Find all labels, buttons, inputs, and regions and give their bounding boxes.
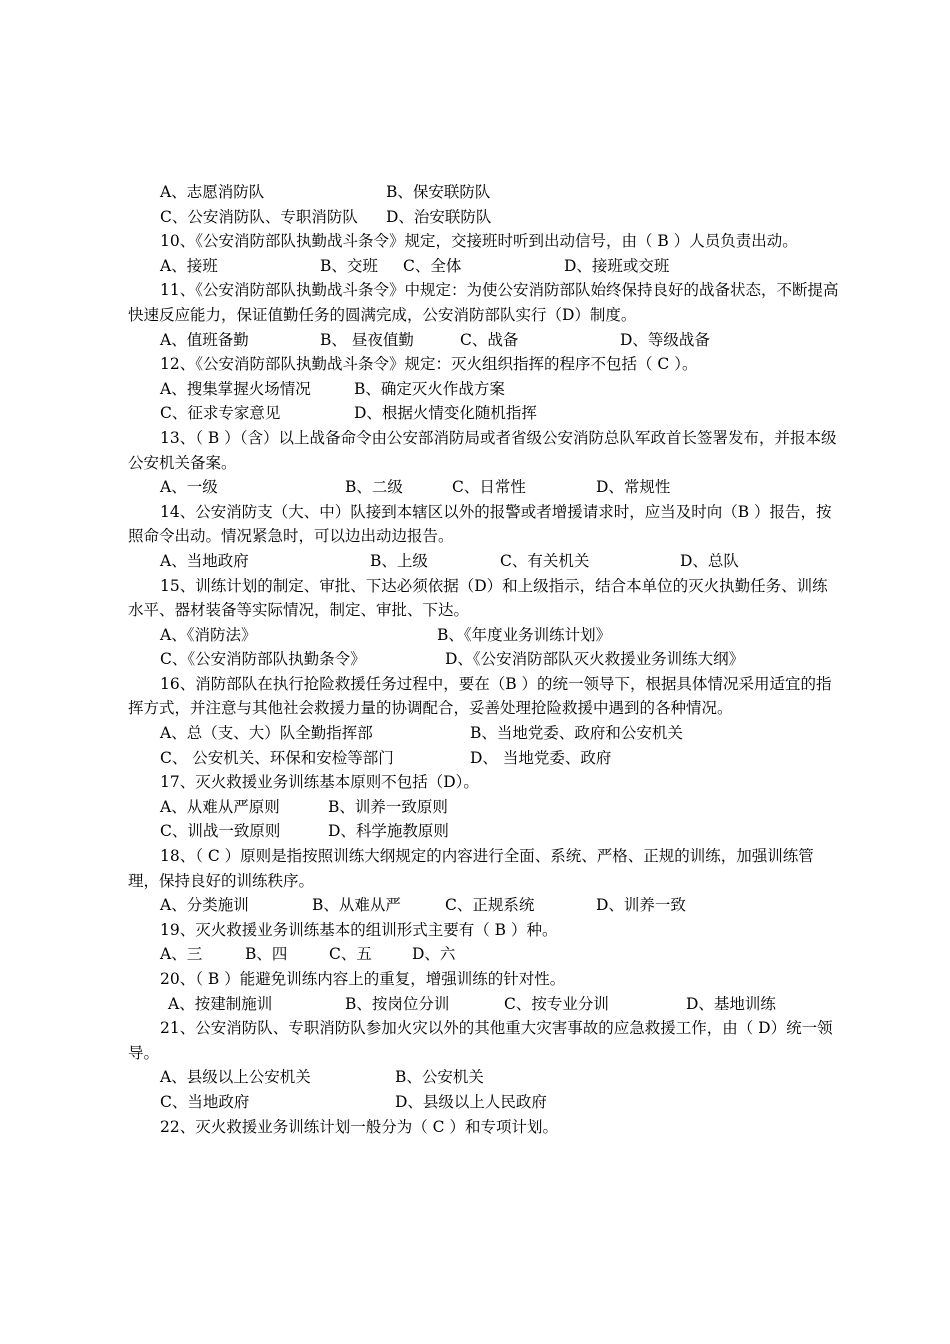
option-text: B、公安机关 [395, 1068, 484, 1087]
question-stem: 20、（ B ）能避免训练内容上的重复，增强训练的针对性。 [160, 970, 566, 988]
option-line [160, 795, 872, 820]
option-text: B、《年度业务训练计划》 [437, 625, 612, 644]
option-text: C、战备 [460, 330, 519, 349]
option-line [160, 746, 872, 771]
option-text: A、接班 [160, 256, 218, 275]
option-line [160, 647, 872, 672]
option-text: A、从难从严原则 [160, 797, 280, 816]
document-body [128, 180, 840, 1139]
option-text: C、训战一致原则 [160, 822, 281, 841]
option-text: B、 昼夜值勤 [320, 330, 414, 349]
question-stem: 21、公安消防队、专职消防队参加火灾以外的其他重大灾害事故的应急救援工作，由（ D）统一领导。 [128, 1019, 833, 1062]
option-line [160, 401, 872, 426]
option-text: D、科学施教原则 [328, 822, 449, 841]
option-text: A、志愿消防队 [160, 183, 265, 201]
question-stem: 11、《公安消防部队执勤战斗条令》中规定：为使公安消防部队始终保持良好的战备状态，不断提高快速反应能力，保证值勤任务的圆满完成，公安消防部队实行（D）制度。 [128, 281, 839, 324]
option-line [160, 893, 872, 918]
question-stem: 13、（ B ）（含）以上战备命令由公安部消防局或者省级公安消防总队军政首长签署发布，并报本级公安机关备案。 [128, 428, 837, 472]
option-text: C、征求专家意见 [160, 404, 281, 423]
option-line [160, 1065, 872, 1090]
option-text: A、三 [160, 945, 203, 964]
question-stem: 16、消防部队在执行抢险救援任务过程中，要在（B ）的统一领导下，根据具体情况采用适宜的指挥方式，并注意与其他社会救援力量的协调配合，妥善处理抢险救援中遇到的各种情况。 [128, 674, 832, 718]
option-text: D、总队 [680, 551, 739, 570]
option-line [160, 377, 872, 402]
option-text: A、总（支、大）队全勤指挥部 [160, 724, 373, 743]
option-text: A、按建制施训 [168, 994, 273, 1013]
option-text: B、上级 [370, 551, 428, 570]
option-text: D、县级以上人民政府 [395, 1092, 547, 1111]
option-text: B、交班 [320, 256, 378, 275]
question-stem: 17、灭火救援业务训练基本原则不包括（D）。 [160, 773, 479, 792]
option-text: D、根据火情变化随机指挥 [354, 404, 537, 423]
option-line [160, 623, 872, 648]
option-text: B、训养一致原则 [328, 797, 448, 816]
option-text: B、从难从严 [312, 896, 401, 915]
option-text: D、接班或交班 [564, 256, 670, 275]
option-text: C、《公安消防部队执勤条令》 [160, 650, 366, 669]
option-line [160, 475, 872, 500]
option-text: B、确定灭火作战方案 [354, 379, 505, 398]
option-line [160, 254, 872, 279]
option-text: A、搜集掌握火场情况 [160, 379, 311, 398]
option-text: B、二级 [345, 478, 403, 497]
option-text: D、训养一致 [596, 896, 686, 915]
option-text: D、等级战备 [620, 330, 710, 349]
option-text: C、日常性 [452, 478, 526, 497]
option-line [160, 942, 872, 967]
option-text: B、保安联防队 [386, 183, 491, 201]
question-stem: 12、《公安消防部队执勤战斗条令》规定：灭火组织指挥的程序不包括（ C ）。 [160, 355, 698, 374]
option-text: A、一级 [160, 478, 218, 497]
question-stem: 22、灭火救援业务训练计划一般分为（ C ）和专项计划。 [160, 1117, 558, 1136]
option-line [160, 205, 872, 230]
option-line [160, 1090, 872, 1115]
option-text: D、《公安消防部队灭火救援业务训练大纲》 [445, 650, 745, 669]
question-stem: 19、灭火救援业务训练基本的组训形式主要有（ B ）种。 [160, 920, 558, 939]
option-text: C、全体 [403, 256, 462, 275]
option-line [160, 328, 872, 353]
option-text: A、《消防法》 [160, 625, 257, 644]
option-text: C、正规系统 [445, 896, 535, 915]
option-text: D、常规性 [596, 478, 671, 497]
option-text: C、有关机关 [500, 551, 590, 570]
option-text: A、分类施训 [160, 896, 249, 915]
option-text: C、当地政府 [160, 1092, 250, 1111]
option-text: C、按专业分训 [504, 994, 609, 1013]
option-text: C、 公安机关、环保和安检等部门 [160, 748, 394, 767]
option-text: D、六 [412, 945, 456, 964]
option-line [160, 819, 872, 844]
option-text: C、公安消防队、专职消防队 [160, 207, 358, 226]
question-stem: 18、（ C ）原则是指按照训练大纲规定的内容进行全面、系统、严格、正规的训练，加强训练管理，保持良好的训练秩序。 [128, 847, 814, 890]
option-text: A、当地政府 [160, 551, 249, 570]
option-text: D、治安联防队 [386, 207, 492, 226]
option-text: B、按岗位分训 [345, 994, 450, 1013]
question-stem: 10、《公安消防部队执勤战斗条令》规定，交接班时听到出动信号，由（ B ）人员负责出动。 [160, 232, 798, 251]
option-line [160, 180, 872, 205]
option-line [160, 549, 872, 574]
option-text: C、五 [329, 945, 372, 964]
option-text: D、 当地党委、政府 [470, 748, 612, 767]
option-text: A、值班备勤 [160, 330, 249, 349]
question-stem: 14、公安消防支（大、中）队接到本辖区以外的报警或者增援请求时，应当及时向（B ）报告，按照命令出动。情况紧急时，可以边出动边报告。 [128, 502, 832, 546]
option-text: B、四 [245, 945, 288, 964]
option-line [160, 992, 872, 1017]
option-text: A、县级以上公安机关 [160, 1068, 311, 1087]
option-text: D、基地训练 [686, 994, 776, 1013]
option-line [160, 721, 872, 746]
question-stem: 15、训练计划的制定、审批、下达必须依据（D）和上级指示，结合本单位的灭火执勤任务、训练水平、器材装备等实际情况，制定、审批、下达。 [128, 576, 828, 620]
option-text: B、当地党委、政府和公安机关 [470, 724, 683, 743]
